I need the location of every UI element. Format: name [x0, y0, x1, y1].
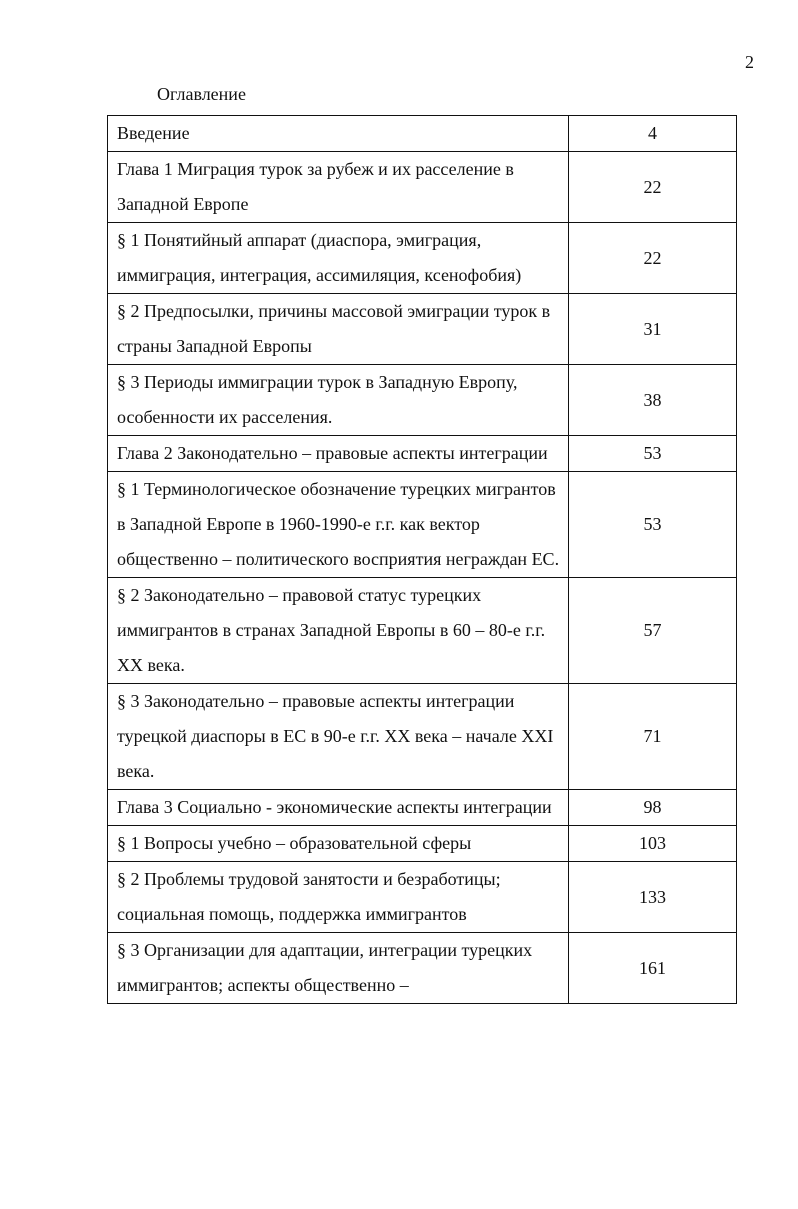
toc-heading: Оглавление	[157, 84, 246, 104]
toc-entry-title: Глава 2 Законодательно – правовые аспекты интеграции	[108, 436, 569, 472]
toc-row	[108, 578, 737, 684]
toc-row	[108, 790, 737, 826]
toc-row	[108, 294, 737, 365]
toc-entry-page: 133	[569, 862, 737, 933]
toc-table	[107, 115, 737, 1004]
toc-entry-title: § 3 Организации для адаптации, интеграции турецких иммигрантов; аспекты общественно –	[108, 933, 569, 1004]
toc-row	[108, 436, 737, 472]
toc-entry-page: 71	[569, 684, 737, 790]
toc-row	[108, 472, 737, 578]
page-number: 2	[745, 52, 754, 72]
toc-row	[108, 826, 737, 862]
toc-entry-page: 53	[569, 436, 737, 472]
toc-entry-page: 98	[569, 790, 737, 826]
toc-row	[108, 152, 737, 223]
toc-row	[108, 684, 737, 790]
toc-entry-page: 161	[569, 933, 737, 1004]
toc-row	[108, 862, 737, 933]
toc-entry-page: 38	[569, 365, 737, 436]
toc-entry-title: § 2 Проблемы трудовой занятости и безработицы; социальная помощь, поддержка иммигрантов	[108, 862, 569, 933]
toc-entry-page: 31	[569, 294, 737, 365]
toc-entry-title: § 1 Вопросы учебно – образовательной сферы	[108, 826, 569, 862]
toc-entry-title: § 2 Предпосылки, причины массовой эмиграции турок в страны Западной Европы	[108, 294, 569, 365]
toc-entry-title: § 1 Понятийный аппарат (диаспора, эмиграция, иммиграция, интеграция, ассимиляция, ксенофобия)	[108, 223, 569, 294]
toc-entry-page: 57	[569, 578, 737, 684]
toc-entry-title: Глава 3 Социально - экономические аспекты интеграции	[108, 790, 569, 826]
toc-entry-title: § 1 Терминологическое обозначение турецких мигрантов в Западной Европе в 1960-1990-е г.г. как вектор общественно – политического восприятия неграждан ЕС.	[108, 472, 569, 578]
toc-entry-page: 103	[569, 826, 737, 862]
toc-entry-title: § 2 Законодательно – правовой статус турецких иммигрантов в странах Западной Европы в 60 – 80-е г.г. XX века.	[108, 578, 569, 684]
toc-entry-title: Глава 1 Миграция турок за рубеж и их расселение в Западной Европе	[108, 152, 569, 223]
toc-entry-title: Введение	[108, 116, 569, 152]
toc-entry-page: 4	[569, 116, 737, 152]
toc-entry-page: 22	[569, 152, 737, 223]
toc-row	[108, 223, 737, 294]
toc-entry-page: 53	[569, 472, 737, 578]
toc-row	[108, 116, 737, 152]
toc-entry-title: § 3 Периоды иммиграции турок в Западную Европу, особенности их расселения.	[108, 365, 569, 436]
toc-row	[108, 365, 737, 436]
toc-entry-title: § 3 Законодательно – правовые аспекты интеграции турецкой диаспоры в ЕС в 90-е г.г. XX века – начале XXI века.	[108, 684, 569, 790]
toc-row	[108, 933, 737, 1004]
toc-entry-page: 22	[569, 223, 737, 294]
